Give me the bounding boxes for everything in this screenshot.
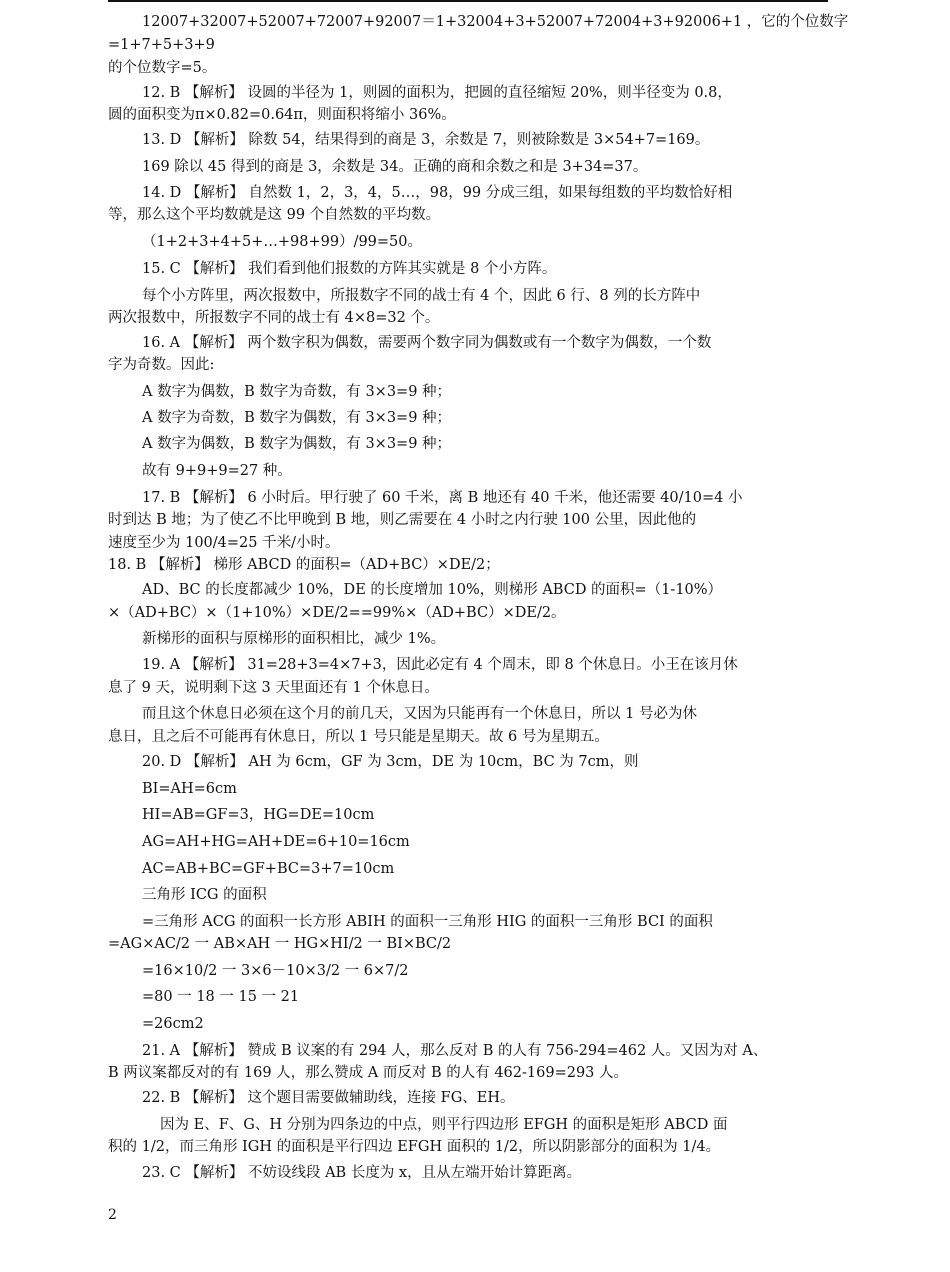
text-line: 21. A 【解析】 赞成 B 议案的有 294 人，那么反对 B 的人有 756-294=462 人。又因为对 A、 xyxy=(142,1043,768,1059)
text-line: A 数字为偶数，B 数字为偶数，有 3×3=9 种； xyxy=(142,436,452,452)
text-line: =1+7+5+3+9 xyxy=(108,37,215,53)
text-line: 三角形 ICG 的面积 xyxy=(142,887,267,903)
text-line: 23. C 【解析】 不妨设线段 AB 长度为 x，且从左端开始计算距离。 xyxy=(142,1165,582,1181)
text-line: =80 一 18 一 15 一 21 xyxy=(142,989,300,1005)
text-line: 12007+32007+52007+72007+92007＝1+32004+3+52007+72004+3+92006+1 ，它的个位数字 xyxy=(142,14,849,30)
text-line: 字为奇数。因此: xyxy=(108,357,215,373)
text-line: AG=AH+HG=AH+DE=6+10=16cm xyxy=(142,834,410,850)
text-line: 故有 9+9+9=27 种。 xyxy=(142,463,292,479)
text-line: 圆的面积变为π×0.82=0.64π，则面积将缩小 36%。 xyxy=(108,107,456,123)
text-line: 14. D 【解析】 自然数 1，2，3，4，5…，98，99 分成三组，如果每组数的平均数恰好相 xyxy=(142,185,733,201)
header-rule xyxy=(108,0,828,2)
text-line: 息日，且之后不可能再有休息日，所以 1 号只能是星期天。故 6 号为星期五。 xyxy=(108,729,609,745)
text-line: 每个小方阵里，两次报数中，所报数字不同的战士有 4 个，因此 6 行、8 列的长方阵中 xyxy=(142,288,701,304)
text-line: =16×10/2 一 3×6－10×3/2 一 6×7/2 xyxy=(142,963,409,979)
text-line: 等，那么这个平均数就是这 99 个自然数的平均数。 xyxy=(108,207,441,223)
text-line: B 两议案都反对的有 169 人，那么赞成 A 而反对 B 的人有 462-169=293 人。 xyxy=(108,1065,629,1081)
text-line: 19. A 【解析】 31=28+3=4×7+3，因此必定有 4 个周末，即 8 个休息日。小王在该月休 xyxy=(142,657,738,673)
text-line: 17. B 【解析】 6 小时后。甲行驶了 60 千米，离 B 地还有 40 千米，他还需要 40/10=4 小 xyxy=(142,490,743,506)
text-line: 因为 E、F、G、H 分别为四条边的中点，则平行四边形 EFGH 的面积是矩形 ABCD 面 xyxy=(160,1117,728,1133)
page-number: 2 xyxy=(108,1207,117,1223)
text-line: 169 除以 45 得到的商是 3，余数是 34。正确的商和余数之和是 3+34=37。 xyxy=(142,159,648,175)
text-line: HI=AB=GF=3，HG=DE=10cm xyxy=(142,807,375,823)
text-line: 13. D 【解析】 除数 54，结果得到的商是 3，余数是 7，则被除数是 3×54+7=169。 xyxy=(142,132,710,148)
text-line: 12. B 【解析】 设圆的半径为 1，则圆的面积为，把圆的直径缩短 20%，则半径变为 0.8， xyxy=(142,85,732,101)
text-line: 15. C 【解析】 我们看到他们报数的方阵其实就是 8 个小方阵。 xyxy=(142,261,557,277)
text-line: 20. D 【解析】 AH 为 6cm，GF 为 3cm，DE 为 10cm，BC 为 7cm，则 xyxy=(142,754,639,770)
text-line: =三角形 ACG 的面积一长方形 ABIH 的面积一三角形 HIG 的面积一三角形 BCI 的面积 xyxy=(142,914,713,930)
text-line: 两次报数中，所报数字不同的战士有 4×8=32 个。 xyxy=(108,310,440,326)
text-line: AD、BC 的长度都减少 10%，DE 的长度增加 10%，则梯形 ABCD 的面积=（1-10%） xyxy=(142,582,723,598)
text-line: BI=AH=6cm xyxy=(142,781,237,797)
text-line: 新梯形的面积与原梯形的面积相比，减少 1%。 xyxy=(142,631,446,647)
text-line: 而且这个休息日必须在这个月的前几天，又因为只能再有一个休息日，所以 1 号必为休 xyxy=(142,706,697,722)
text-line: 息了 9 天，说明剩下这 3 天里面还有 1 个休息日。 xyxy=(108,680,439,696)
text-line: 速度至少为 100/4=25 千米/小时。 xyxy=(108,535,340,551)
text-line: 16. A 【解析】 两个数字积为偶数，需要两个数字同为偶数或有一个数字为偶数，一个数 xyxy=(142,335,712,351)
text-line: A 数字为奇数，B 数字为偶数，有 3×3=9 种； xyxy=(142,410,452,426)
text-line: 的个位数字=5。 xyxy=(108,60,217,76)
text-line: （1+2+3+4+5+…+98+99）/99=50。 xyxy=(142,234,423,250)
text-line: 22. B 【解析】 这个题目需要做辅助线，连接 FG、EH。 xyxy=(142,1090,515,1106)
text-line: 积的 1/2，而三角形 IGH 的面积是平行四边 EFGH 面积的 1/2，所以阴影部分的面积为 1/4。 xyxy=(108,1139,721,1155)
text-line: =AG×AC/2 一 AB×AH 一 HG×HI/2 一 BI×BC/2 xyxy=(108,936,452,952)
text-line: ×（AD+BC）×（1+10%）×DE/2==99%×（AD+BC）×DE/2。 xyxy=(108,605,566,621)
text-line: AC=AB+BC=GF+BC=3+7=10cm xyxy=(142,861,395,877)
text-line: 18. B 【解析】 梯形 ABCD 的面积=（AD+BC）×DE/2； xyxy=(108,557,500,573)
text-line: A 数字为偶数，B 数字为奇数，有 3×3=9 种； xyxy=(142,384,452,400)
text-line: 时到达 B 地；为了使乙不比甲晚到 B 地，则乙需要在 4 小时之内行驶 100 公里，因此他的 xyxy=(108,512,697,528)
text-line: =26cm2 xyxy=(142,1016,204,1032)
